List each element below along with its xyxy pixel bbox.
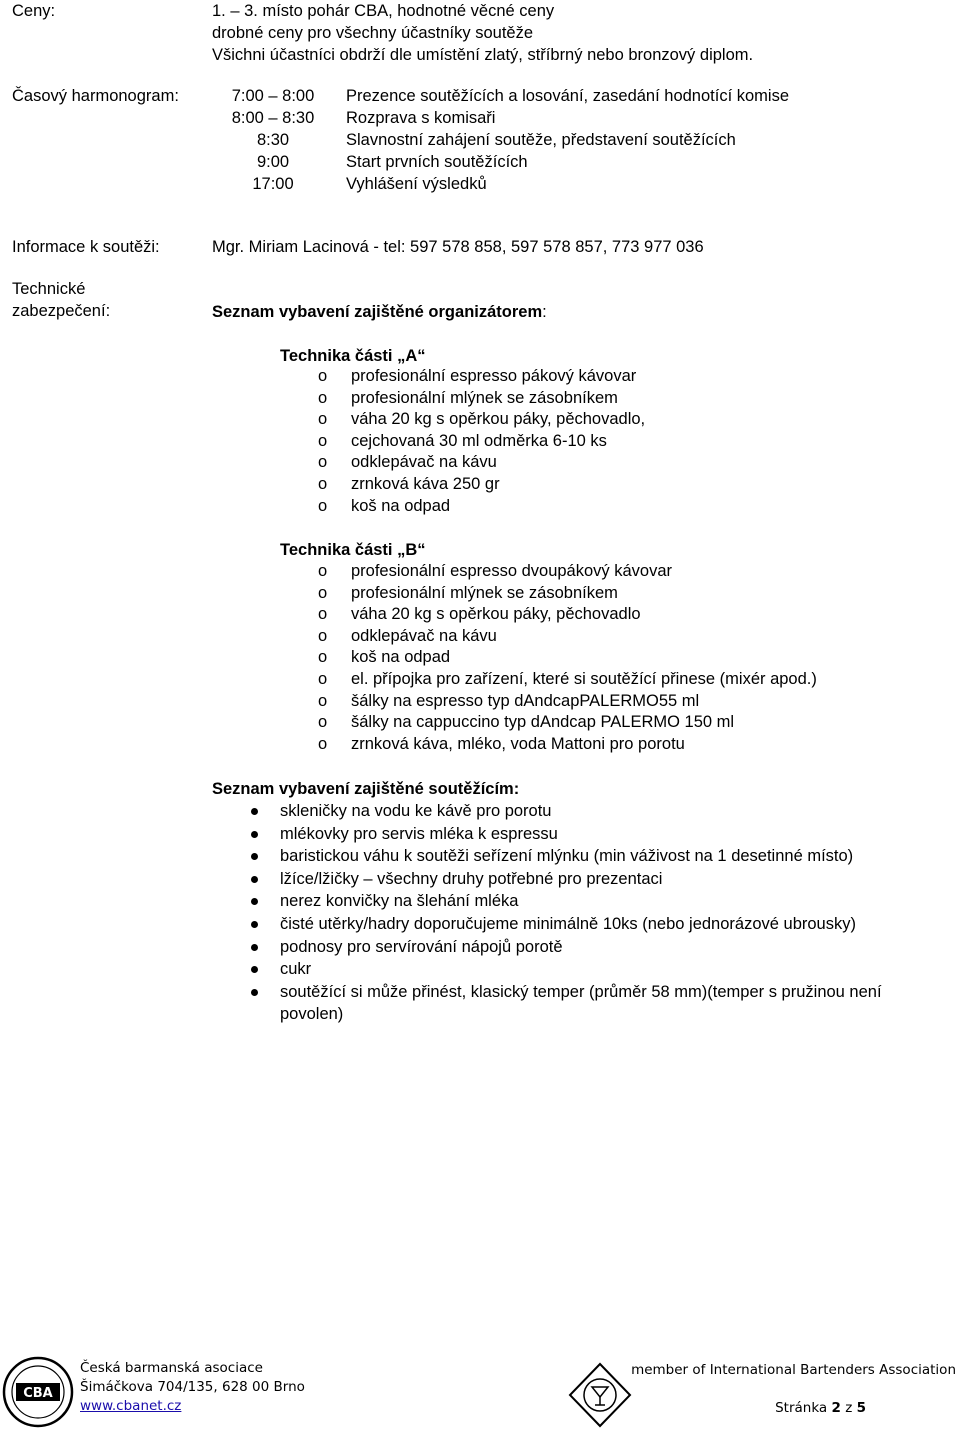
schedule-time: 8:30 (256, 131, 290, 149)
part-b-title: Technika části „B“ (280, 541, 426, 559)
list-marker: o (318, 669, 328, 688)
list-item (281, 712, 921, 734)
bullet-item (212, 958, 947, 981)
list-item (281, 626, 921, 648)
schedule-desc: Start prvních soutěžících (346, 153, 528, 171)
bullet-item-text: soutěžící si může přinést, klasický temper (průměr 58 mm)(temper s pružinou není povolen) (280, 982, 882, 1024)
list-item (281, 366, 921, 388)
technical-label: Technické zabezpečení: (12, 280, 111, 320)
schedule-times (218, 85, 328, 195)
bullet-item-text: mlékovky pro servis mléka k espressu (280, 824, 558, 843)
bullet-item-text: lžíce/lžičky – všechny druhy potřebné pro prezentaci (280, 869, 663, 888)
list-marker: o (318, 431, 328, 450)
list-item (281, 583, 921, 605)
list-item-text: koš na odpad (351, 648, 451, 667)
list-item (281, 734, 921, 756)
bullet-item (212, 936, 947, 959)
bullet-item (212, 845, 947, 868)
list-marker: o (318, 626, 328, 645)
part-b-list (281, 561, 921, 755)
list-item-text: váha 20 kg s opěrkou páky, pěchovadlo (351, 605, 641, 624)
info-contact: Mgr. Miriam Lacinová - tel: 597 578 858, 597 578 857, 773 977 036 (212, 238, 704, 256)
list-marker: o (318, 474, 328, 493)
list-item (281, 431, 921, 453)
list-item-text: profesionální mlýnek se zásobníkem (351, 583, 618, 602)
list-item-text: koš na odpad (351, 496, 451, 515)
list-marker: o (318, 734, 328, 753)
list-marker: o (318, 648, 328, 667)
bullet-item-text: podnosy pro servírování nápojů porotě (280, 937, 563, 956)
schedule-time: 17:00 (252, 175, 294, 193)
list-marker: o (318, 583, 328, 602)
list-item-text: šálky na espresso typ dAndcapPALERMO55 ml (351, 691, 700, 710)
bullet-item-text: skleničky na vodu ke kávě pro porotu (280, 802, 552, 820)
list-marker: o (318, 410, 328, 429)
competitor-heading: Seznam vybavení zajištěné soutěžícím: (212, 780, 520, 798)
list-item (281, 388, 921, 410)
bullet-icon (251, 966, 258, 973)
prize-line: drobné ceny pro všechny účastníky soutěže (212, 24, 534, 42)
bullet-item (212, 913, 947, 936)
info-label: Informace k soutěži: (12, 238, 160, 256)
footer-membership: member of International Bartenders Association (631, 1362, 956, 1378)
list-item-text: zrnková káva, mléko, voda Mattoni pro porotu (351, 734, 685, 753)
bullet-icon (251, 831, 258, 838)
list-item-text: cejchovaná 30 ml odměrka 6-10 ks (351, 431, 607, 450)
list-marker: o (318, 713, 328, 732)
schedule-desc: Prezence soutěžících a losování, zasedání hodnotící komise (346, 87, 790, 105)
schedule-time: 7:00 – 8:00 (231, 87, 315, 105)
prizes-label: Ceny: (12, 2, 56, 20)
bullet-item-text: cukr (280, 960, 312, 979)
footer-website-link[interactable]: www.cbanet.cz (80, 1398, 182, 1414)
bullet-icon (251, 898, 258, 905)
bullet-item-text: baristickou váhu k soutěži seřízení mlýnku (min váživost na 1 desetinné místo) (280, 847, 854, 866)
bullet-item-text: čisté utěrky/hadry doporučujeme minimálně 10ks (nebo jednorázové ubrousky) (280, 914, 856, 933)
list-item-text: profesionální espresso pákový kávovar (351, 367, 637, 385)
footer-address: Šimáčkova 704/135, 628 00 Brno (80, 1379, 305, 1395)
bullet-icon (251, 921, 258, 928)
prize-line: 1. – 3. místo pohár CBA, hodnotné věcné ceny (212, 2, 555, 20)
bullet-item (212, 868, 947, 891)
list-item (281, 604, 921, 626)
bullet-item (212, 890, 947, 913)
iba-logo (566, 1361, 634, 1429)
list-marker: o (318, 388, 328, 407)
list-item (281, 496, 921, 518)
list-item (281, 409, 921, 431)
bullet-item-text: nerez konvičky na šlehání mléka (280, 892, 519, 911)
list-marker: o (318, 562, 328, 580)
schedule-descriptions (346, 85, 789, 195)
list-marker: o (318, 605, 328, 624)
organizer-heading: Seznam vybavení zajištěné organizátorem: (212, 303, 547, 321)
list-marker: o (318, 453, 328, 472)
list-item-text: profesionální espresso dvoupákový kávovar (351, 562, 673, 580)
part-a-title: Technika části „A“ (280, 347, 426, 365)
bullet-item (212, 981, 947, 1026)
list-marker: o (318, 496, 328, 515)
bullet-icon (251, 808, 258, 815)
cba-logo (2, 1356, 74, 1428)
bullet-item (212, 823, 947, 846)
schedule-desc: Slavnostní zahájení soutěže, představení soutěžících (346, 131, 736, 149)
schedule-desc: Vyhlášení výsledků (346, 175, 487, 193)
list-marker: o (318, 367, 328, 385)
list-item-text: profesionální mlýnek se zásobníkem (351, 388, 618, 407)
schedule-desc: Rozprava s komisaři (346, 109, 496, 127)
list-item (281, 691, 921, 713)
list-item (281, 452, 921, 474)
list-item-text: váha 20 kg s opěrkou páky, pěchovadlo, (351, 410, 646, 429)
schedule-label: Časový harmonogram: (12, 87, 179, 105)
list-item (281, 474, 921, 496)
part-a-list (281, 366, 921, 517)
list-item-text: zrnková káva 250 gr (351, 474, 500, 493)
footer-organization (80, 1359, 305, 1416)
list-item (281, 561, 921, 583)
list-item-text: odklepávač na kávu (351, 453, 497, 472)
bullet-icon (251, 876, 258, 883)
list-item-text: odklepávač na kávu (351, 626, 497, 645)
bullet-item (212, 800, 947, 823)
list-marker: o (318, 691, 328, 710)
list-item (281, 669, 921, 691)
bullet-icon (251, 944, 258, 951)
competitor-list (212, 800, 947, 1026)
bullet-icon (251, 989, 258, 996)
list-item-text: šálky na cappuccino typ dAndcap PALERMO 150 ml (351, 713, 735, 732)
footer-org-name: Česká barmanská asociace (80, 1360, 263, 1376)
prizes-block (212, 0, 753, 66)
list-item (281, 647, 921, 669)
schedule-time: 9:00 (256, 153, 290, 171)
prize-line: Všichni účastníci obdrží dle umístění zlatý, stříbrný nebo bronzový diplom. (212, 46, 754, 64)
page-indicator: Stránka 2 z 5 (775, 1400, 866, 1416)
bullet-icon (251, 853, 258, 860)
schedule-time: 8:00 – 8:30 (231, 109, 315, 127)
list-item-text: el. přípojka pro zařízení, které si soutěžící přinese (mixér apod.) (351, 669, 817, 688)
cba-logo-text: CBA (23, 1386, 53, 1401)
